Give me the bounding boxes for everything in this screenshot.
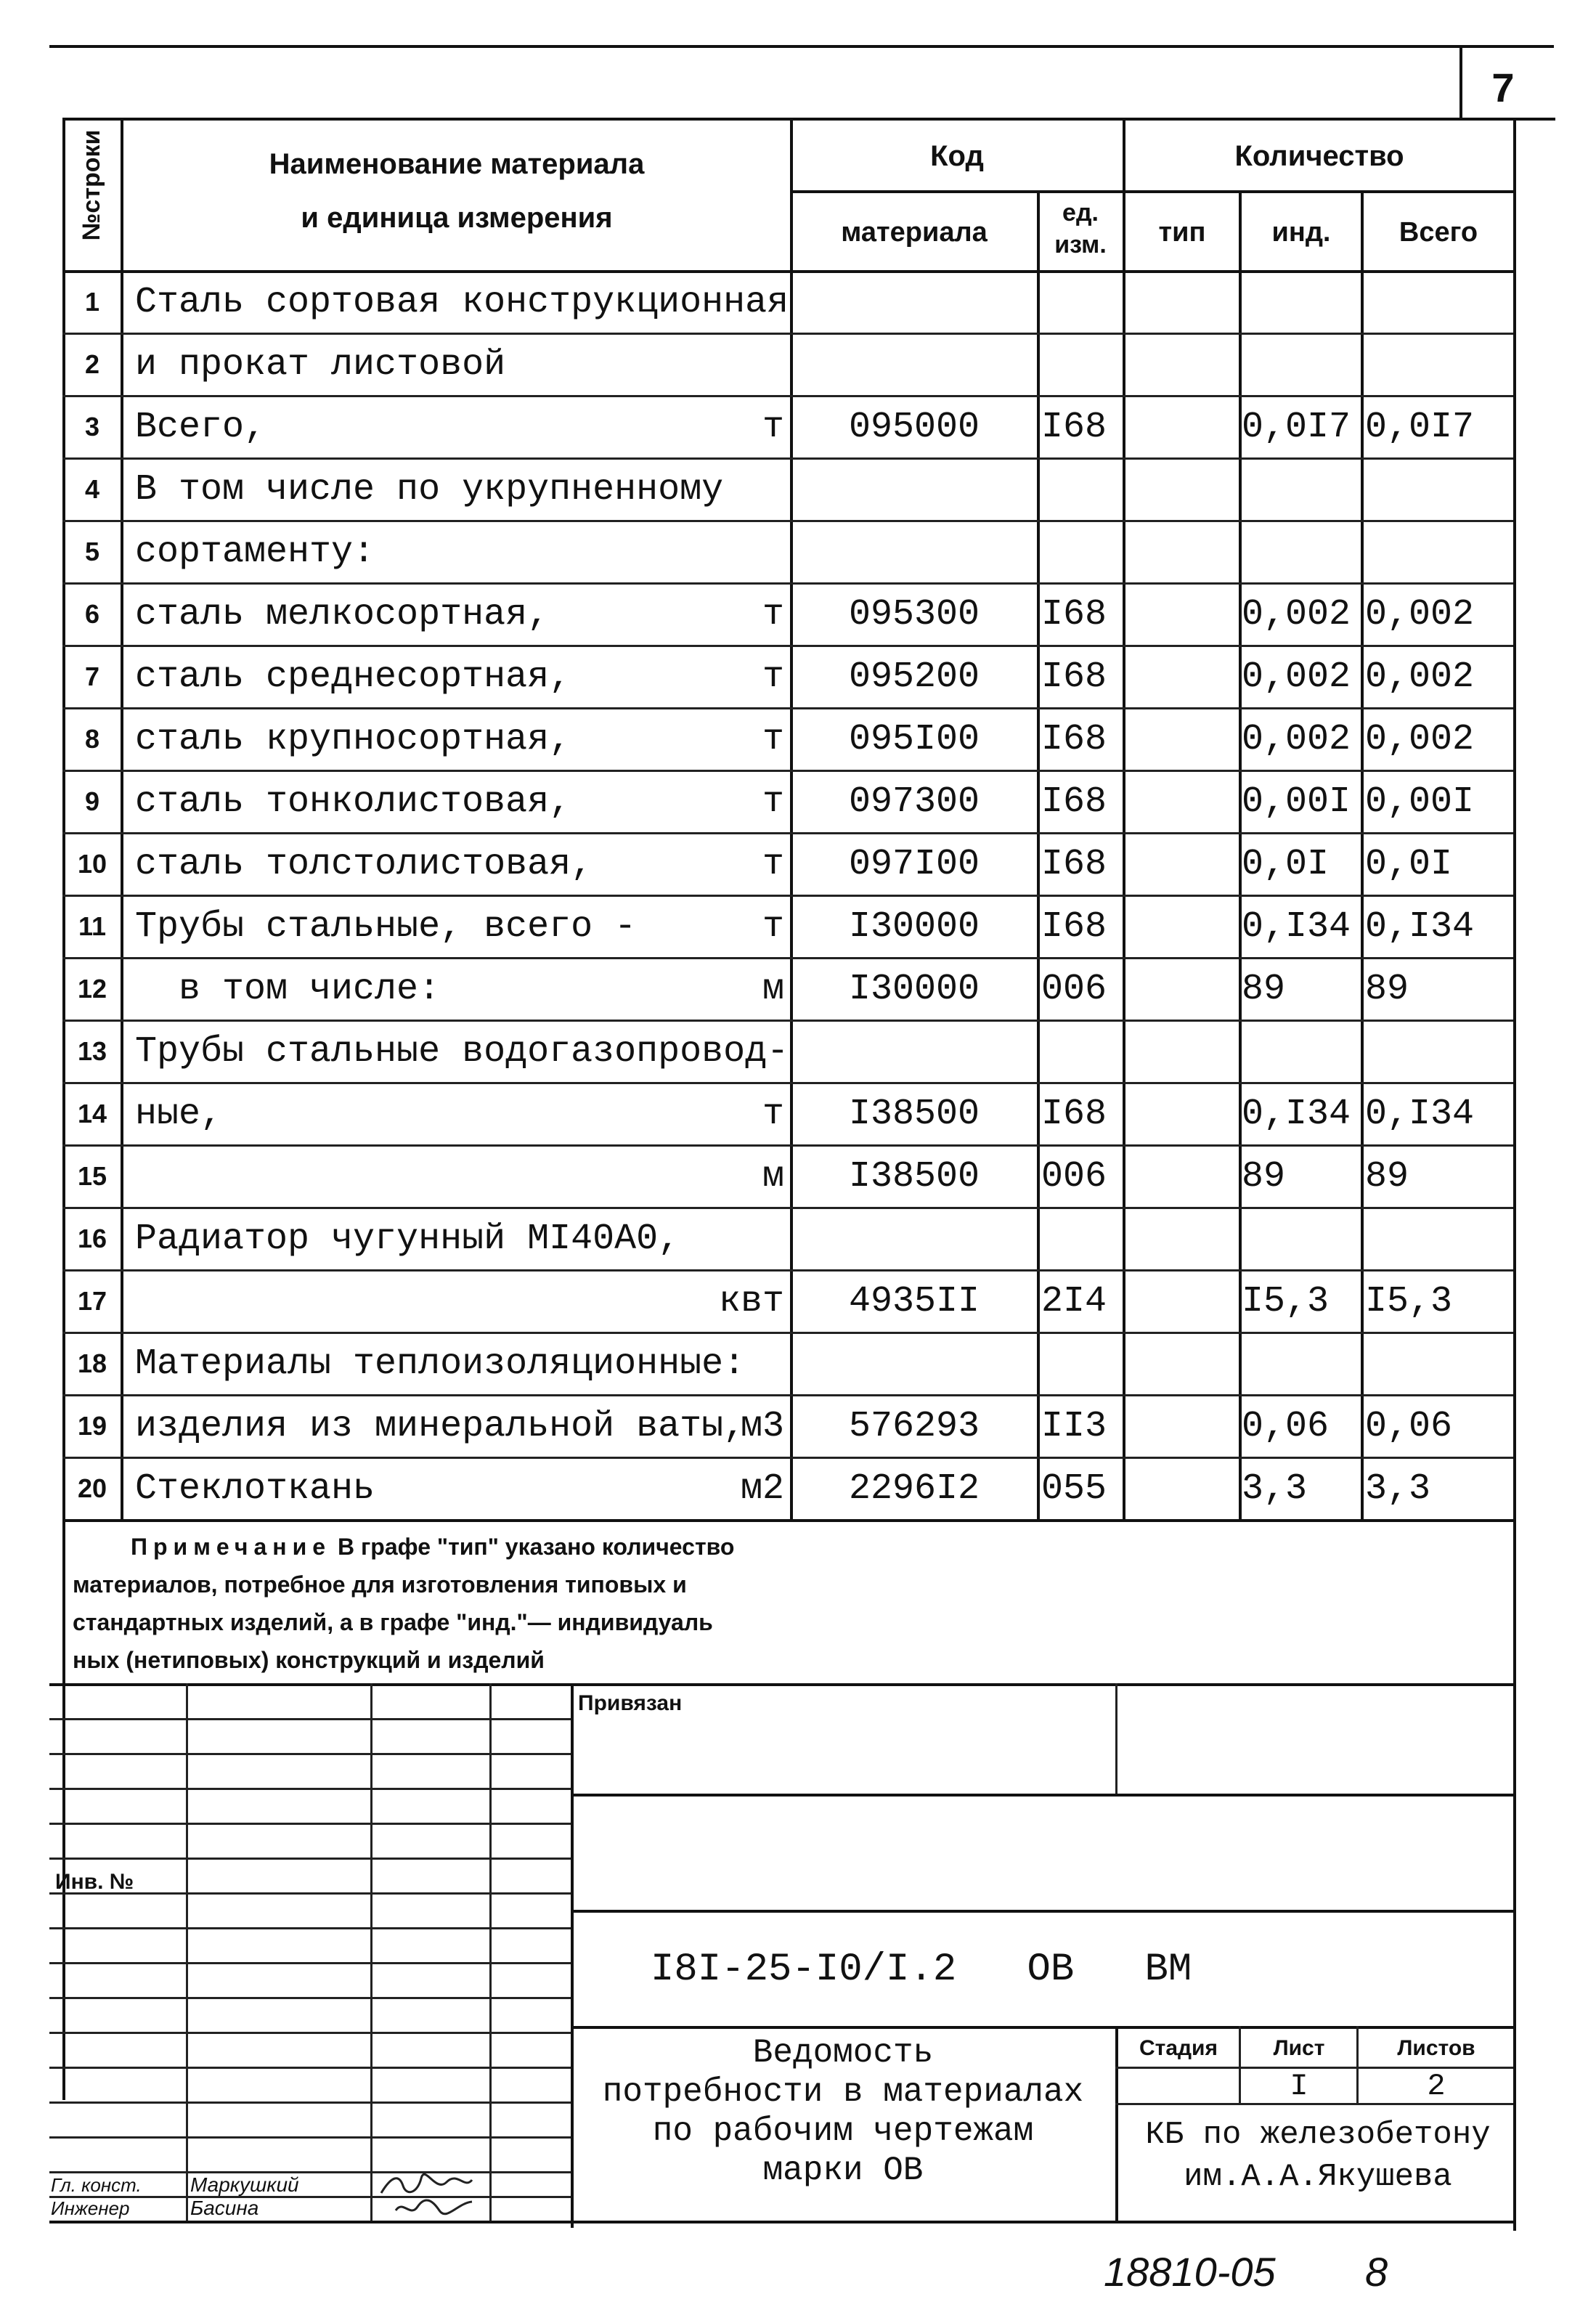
row-separator [62, 1457, 1513, 1459]
material-name [135, 1272, 701, 1330]
qty-total: 0,002 [1365, 593, 1475, 635]
stamp-row-line [49, 1927, 571, 1929]
unit-suffix: т [762, 718, 784, 760]
row-separator [62, 957, 1513, 959]
note-text1: В графе "тип" указано количество [337, 1534, 735, 1560]
title-line1: Ведомость [752, 2034, 934, 2072]
row-number: 2 [84, 349, 100, 379]
qty-type [1127, 1085, 1237, 1143]
material-name: Всего, [135, 406, 266, 448]
stamp-top-line [49, 1683, 1513, 1686]
material-code: I38500 [848, 1093, 980, 1135]
stage-label: Стадия [1139, 2036, 1218, 2060]
sheet-value: I [1290, 2069, 1308, 2104]
row-number: 12 [77, 974, 107, 1004]
privyazan-label: Привязан [578, 1691, 683, 1715]
unit-code: I68 [1041, 1093, 1107, 1135]
unit-code [1041, 1022, 1123, 1081]
unit-suffix [683, 335, 784, 394]
row-separator [62, 1020, 1513, 1022]
row-number: 6 [84, 599, 100, 629]
qty-total [1365, 273, 1513, 331]
material-code [793, 1022, 1035, 1081]
material-code: I30000 [848, 968, 980, 1010]
row-number: 3 [84, 412, 100, 442]
qty-type [1127, 960, 1237, 1018]
privyazan-bottom [571, 1794, 1513, 1797]
top-frame-line [49, 45, 1554, 48]
qty-type [1127, 1022, 1237, 1081]
row-separator [62, 457, 1513, 460]
note-block [73, 1528, 915, 1679]
qty-ind: 0,06 [1242, 1405, 1330, 1447]
person2-name: Басина [190, 2197, 259, 2219]
qty-type [1127, 460, 1237, 518]
code-bottom [571, 2026, 1513, 2029]
row-number: 18 [77, 1348, 107, 1378]
stamp-col3 [489, 1683, 492, 2221]
header-material: материала [841, 216, 988, 248]
sheets-value: 2 [1427, 2069, 1446, 2104]
material-code: 095300 [848, 593, 980, 635]
unit-code: I68 [1041, 906, 1107, 948]
material-name: сталь крупносортная, [135, 718, 571, 760]
unit-code: I68 [1041, 781, 1107, 823]
col-line-type [1123, 118, 1125, 1519]
header-type: тип [1158, 216, 1206, 248]
stamp-row-line [49, 1718, 571, 1720]
stamp-row-line [49, 1997, 571, 1999]
unit-suffix [683, 523, 784, 581]
material-name: Радиатор чугунный МI40А0, [135, 1218, 680, 1260]
row-separator [62, 645, 1513, 647]
unit-code: I68 [1041, 843, 1107, 885]
unit-code: II3 [1041, 1405, 1107, 1447]
inventory-number-label: Инв. № [55, 1870, 134, 1894]
material-name: сталь среднесортная, [135, 656, 571, 698]
row-number: 10 [77, 849, 107, 879]
stamp-col1 [186, 1683, 188, 2221]
material-code: I38500 [848, 1155, 980, 1197]
row-separator [62, 832, 1513, 834]
qty-total: 0,I34 [1365, 906, 1475, 948]
col-line-total [1361, 190, 1364, 1519]
stamp-row-line [49, 2032, 571, 2034]
unit-suffix: м3 [740, 1405, 784, 1447]
material-name: ные, [135, 1093, 223, 1135]
row-separator [62, 333, 1513, 335]
qty-total: 89 [1365, 1155, 1409, 1197]
row-separator [62, 1207, 1513, 1209]
stamp-bottom-line [49, 2221, 1513, 2223]
header-total: Всего [1398, 216, 1478, 248]
row-number: 13 [77, 1036, 107, 1066]
row-separator [62, 1082, 1513, 1084]
stamp-row-line [49, 1962, 571, 1964]
handwritten-archive-number: 18810-05 [1104, 2248, 1276, 2295]
unit-suffix: т [762, 843, 784, 885]
stamp-row-line [49, 2136, 571, 2139]
qty-type [1127, 1335, 1237, 1393]
note-line4: ных (нетиповых) конструкций и изделий [73, 1647, 545, 1673]
material-code: 4935II [848, 1280, 980, 1322]
material-code [793, 335, 1035, 394]
qty-ind: I5,3 [1242, 1280, 1330, 1322]
material-code: 2296I2 [848, 1468, 980, 1510]
qty-type [1127, 1397, 1237, 1455]
qty-ind [1242, 523, 1361, 581]
qty-type [1127, 773, 1237, 831]
header-code: Код [930, 139, 984, 172]
stamp-col2 [370, 1683, 372, 2221]
stamp-row-line [49, 1858, 571, 1860]
material-name: сталь толстолистовая, [135, 843, 593, 885]
qty-type [1127, 335, 1237, 394]
unit-suffix [683, 460, 784, 518]
stage-col2 [1356, 2026, 1359, 2103]
unit-suffix: т [762, 656, 784, 698]
qty-type [1127, 273, 1237, 331]
qty-total: 0,0I7 [1365, 406, 1475, 448]
document-code: I8I-25-I0/I.2 ОВ ВМ [651, 1947, 1192, 1992]
unit-suffix [683, 1335, 784, 1393]
material-name: Материалы теплоизоляционные: [135, 1343, 746, 1385]
row-separator [62, 1144, 1513, 1147]
note-line2: материалов, потребное для изготовления типовых и [73, 1571, 687, 1598]
material-name: сортаменту: [135, 531, 375, 573]
qty-total [1365, 1210, 1513, 1268]
note-label: Примечание [131, 1534, 332, 1560]
row-number: 17 [77, 1286, 107, 1316]
unit-code [1041, 523, 1123, 581]
qty-total: 0,002 [1365, 656, 1475, 698]
unit-suffix: т [762, 406, 784, 448]
qty-total: 89 [1365, 968, 1409, 1010]
unit-code [1041, 1210, 1123, 1268]
row-separator [62, 582, 1513, 585]
material-name: Трубы стальные водогазопровод- [135, 1030, 789, 1073]
stamp-row-line [49, 2101, 571, 2104]
material-code [793, 273, 1035, 331]
table-bottom-line [62, 1519, 1513, 1522]
row-separator [62, 395, 1513, 397]
qty-ind: 0,00I [1242, 781, 1351, 823]
stamp-row-line [49, 1823, 571, 1825]
header-name-line2: и единица измерения [301, 201, 613, 234]
qty-ind: 0,0I [1242, 843, 1330, 885]
person1-role: Гл. конст. [51, 2173, 142, 2196]
material-code: 095200 [848, 656, 980, 698]
unit-suffix: м [762, 1155, 784, 1197]
unit-suffix: т [762, 1093, 784, 1135]
material-name: сталь тонколистовая, [135, 781, 571, 823]
row-number: 15 [77, 1161, 107, 1191]
qty-ind: 0,0I7 [1242, 406, 1351, 448]
row-number: 14 [77, 1099, 107, 1128]
qty-ind: 0,002 [1242, 718, 1351, 760]
qty-ind [1242, 460, 1361, 518]
stage-value [1118, 2070, 1239, 2103]
row-number: 4 [84, 474, 100, 504]
unit-code: I68 [1041, 406, 1107, 448]
qty-total: 0,00I [1365, 781, 1475, 823]
organization-line2: им.А.А.Якушева [1184, 2159, 1452, 2195]
qty-type [1127, 835, 1237, 893]
unit-code: 006 [1041, 1155, 1107, 1197]
row-separator [62, 520, 1513, 522]
header-unit-line1: ед. [1062, 198, 1099, 227]
qty-ind [1242, 1335, 1361, 1393]
material-name: Стеклоткань [135, 1468, 375, 1510]
qty-ind: 89 [1242, 1155, 1286, 1197]
header-unit-line2: изм. [1054, 230, 1107, 259]
unit-suffix [683, 1210, 784, 1268]
stage-header-line [1115, 2067, 1513, 2069]
qty-ind: 0,002 [1242, 593, 1351, 635]
material-name: В том числе по укрупненному [135, 468, 724, 510]
material-name: изделия из минеральной ваты, [135, 1405, 746, 1447]
row-separator [62, 770, 1513, 772]
qty-type [1127, 398, 1237, 456]
stamp-row-line [49, 2067, 571, 2069]
row-number: 9 [84, 786, 100, 816]
privyazan-divider [1115, 1683, 1117, 1794]
material-code: 097300 [848, 781, 980, 823]
qty-total [1365, 1022, 1513, 1081]
unit-suffix: т [762, 593, 784, 635]
qty-type [1127, 648, 1237, 706]
row-number: 20 [77, 1473, 107, 1503]
qty-total [1365, 335, 1513, 394]
material-code: 097I00 [848, 843, 980, 885]
stamp-row-line [49, 1788, 571, 1790]
qty-ind: 0,002 [1242, 656, 1351, 698]
material-code [793, 460, 1035, 518]
header-ind: инд. [1271, 216, 1331, 248]
unit-suffix: т [762, 906, 784, 948]
qty-total [1365, 1335, 1513, 1393]
material-name: в том числе: [135, 968, 441, 1010]
material-code: 576293 [848, 1405, 980, 1447]
row-number: 5 [84, 537, 100, 566]
qty-total [1365, 460, 1513, 518]
header-subline [790, 190, 1513, 193]
material-name: Трубы стальные, всего - [135, 906, 637, 948]
row-separator [62, 1332, 1513, 1334]
qty-type [1127, 523, 1237, 581]
material-name: и прокат листовой [135, 343, 506, 386]
unit-code [1041, 335, 1123, 394]
unit-code: 006 [1041, 968, 1107, 1010]
row-separator [62, 1269, 1513, 1272]
unit-suffix: м2 [740, 1468, 784, 1510]
organization-line1: КБ по железобетону [1145, 2117, 1491, 2153]
row-number: 11 [78, 911, 107, 941]
material-code: 095000 [848, 406, 980, 448]
stage-value-line [1115, 2103, 1513, 2105]
qty-ind [1242, 335, 1361, 394]
qty-ind [1242, 273, 1361, 331]
unit-suffix [683, 273, 784, 331]
unit-code: I68 [1041, 593, 1107, 635]
unit-code [1041, 273, 1123, 331]
qty-ind [1242, 1210, 1361, 1268]
qty-total: I5,3 [1365, 1280, 1453, 1322]
document-title [571, 2033, 1115, 2190]
material-name: Сталь сортовая конструкционная [135, 281, 789, 323]
qty-type [1127, 898, 1237, 956]
unit-code: 2I4 [1041, 1280, 1107, 1322]
qty-total: 0,06 [1365, 1405, 1453, 1447]
title-line2: потребности в материалах [602, 2073, 1084, 2111]
frame-right-border [1513, 118, 1516, 2231]
material-code [793, 1335, 1035, 1393]
material-code [793, 523, 1035, 581]
row-separator [62, 707, 1513, 709]
stage-col1 [1239, 2026, 1241, 2103]
unit-suffix: т [762, 781, 784, 823]
qty-ind [1242, 1022, 1361, 1081]
row-separator [62, 1394, 1513, 1396]
header-row-number: №строки [77, 129, 105, 241]
material-name [135, 1147, 701, 1205]
qty-type [1127, 585, 1237, 643]
qty-type [1127, 1147, 1237, 1205]
qty-type [1127, 1460, 1237, 1518]
unit-suffix: м [762, 968, 784, 1010]
table-top-border [62, 118, 1555, 121]
row-separator [62, 895, 1513, 897]
unit-suffix: квт [718, 1280, 784, 1322]
footer-sheet-number: 8 [1365, 2248, 1388, 2295]
note-line3: стандартных изделий, а в графе "инд."— индивидуаль [73, 1609, 713, 1635]
qty-type [1127, 710, 1237, 768]
qty-type [1127, 1272, 1237, 1330]
unit-code: I68 [1041, 718, 1107, 760]
title-line4: марки ОВ [762, 2152, 924, 2189]
material-code [793, 1210, 1035, 1268]
row-number: 8 [84, 724, 100, 754]
qty-total: 0,I34 [1365, 1093, 1475, 1135]
col-line-unit [1037, 190, 1040, 1519]
material-code: 095I00 [848, 718, 980, 760]
material-code: I30000 [848, 906, 980, 948]
unit-code [1041, 1335, 1123, 1393]
stamp-row-line [49, 1753, 571, 1755]
person1-name: Маркушкий [190, 2173, 299, 2196]
header-name-line1: Наименование материала [269, 147, 645, 180]
qty-total: 0,002 [1365, 718, 1475, 760]
row-number: 1 [84, 287, 100, 317]
title-line3: по рабочим чертежам [652, 2112, 1034, 2150]
material-name: сталь мелкосортная, [135, 593, 550, 635]
row-number: 19 [77, 1411, 107, 1441]
row-number: 7 [84, 662, 100, 691]
unit-code: I68 [1041, 656, 1107, 698]
person2-role: Инженер [51, 2197, 130, 2219]
unit-suffix [683, 1022, 784, 1081]
sheets-label: Листов [1397, 2036, 1475, 2060]
note-line1 [73, 1528, 915, 1566]
col-line-name [121, 118, 123, 1519]
row-number: 16 [77, 1224, 107, 1253]
qty-ind: 0,I34 [1242, 906, 1351, 948]
page-number: 7 [1491, 64, 1515, 110]
qty-ind: 3,3 [1242, 1468, 1308, 1510]
qty-total: 3,3 [1365, 1468, 1431, 1510]
qty-total [1365, 523, 1513, 581]
unit-code: 055 [1041, 1468, 1107, 1510]
signature-2 [392, 2196, 479, 2219]
qty-type [1127, 1210, 1237, 1268]
qty-total: 0,0I [1365, 843, 1453, 885]
qty-ind: 0,I34 [1242, 1093, 1351, 1135]
qty-ind: 89 [1242, 968, 1286, 1010]
sheet-label: Лист [1273, 2036, 1325, 2060]
code-top [571, 1910, 1513, 1913]
page-number-box-left [1459, 45, 1462, 118]
header-quantity: Количество [1234, 139, 1404, 172]
signature-1 [378, 2171, 479, 2197]
unit-code [1041, 460, 1123, 518]
